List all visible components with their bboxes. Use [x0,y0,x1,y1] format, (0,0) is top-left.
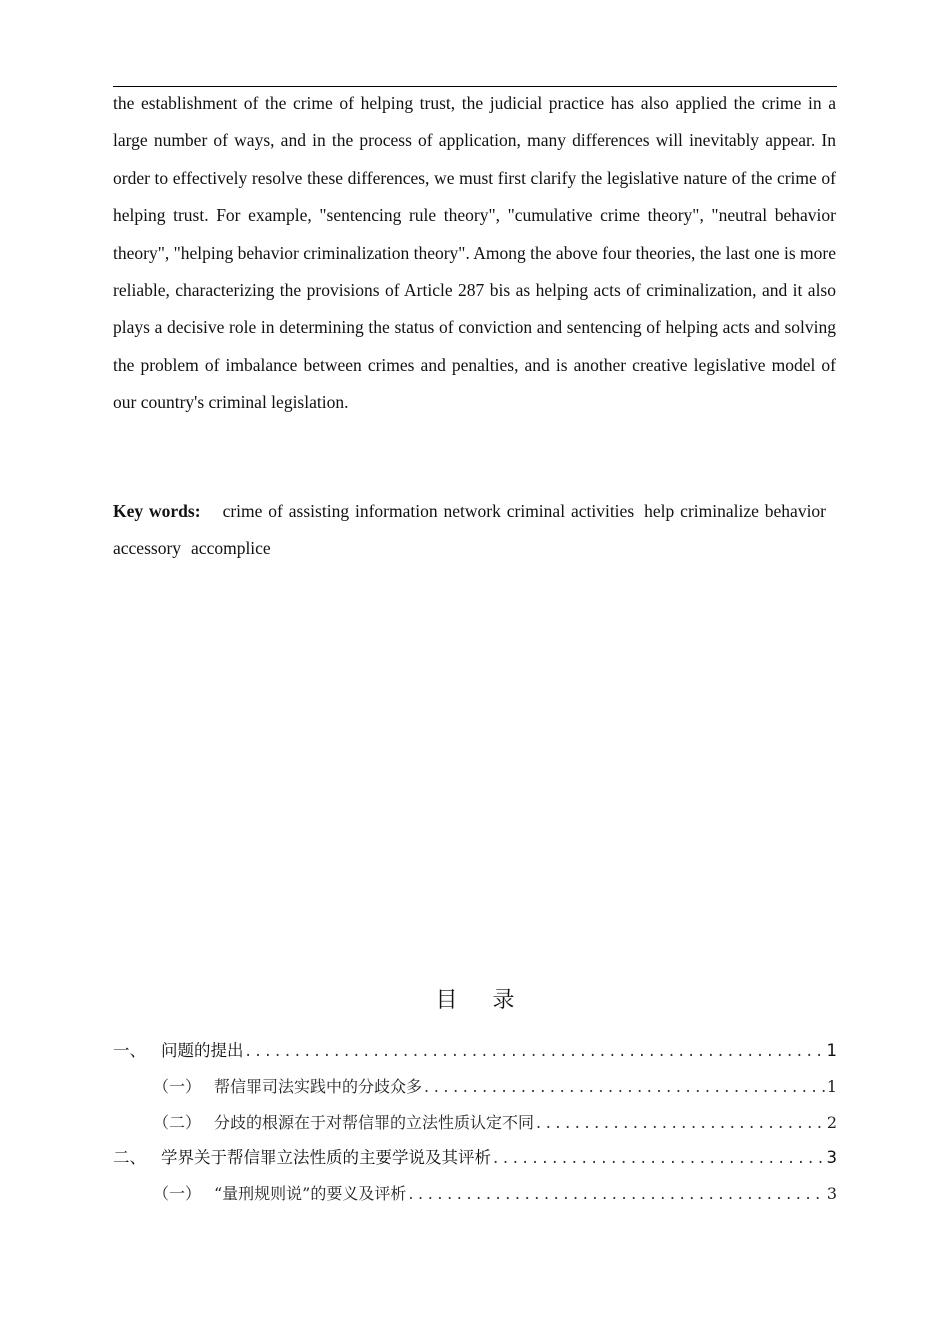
toc-dot-leader [536,1105,825,1141]
toc-entry-label: 分歧的根源在于对帮信罪的立法性质认定不同 [214,1112,535,1132]
toc-dot-leader [246,1033,825,1069]
toc-entry-page: 3 [826,1184,837,1204]
toc-entry-number: （二） [153,1112,202,1132]
keyword-item: accomplice [191,538,271,559]
keyword-item: crime of assisting information network criminal activities [222,501,635,521]
keyword-item: help criminalize behavior [644,501,827,521]
keywords-paragraph [113,493,836,568]
toc-entry-number: 一、 [113,1041,146,1060]
toc-entry-label: 帮信罪司法实践中的分歧众多 [214,1076,423,1096]
toc-entry-label: 问题的提出 [161,1041,244,1060]
toc-entry-page: 1 [826,1076,837,1096]
toc-dot-leader [493,1140,825,1176]
toc-entry-label: 学界关于帮信罪立法性质的主要学说及其评析 [161,1148,491,1168]
abstract-paragraph: the establishment of the crime of helping trust, the judicial practice has also applied the crime in a large number of ways, and in the process of application, many differences will inevitably appear. In order to effectively resolve these differences, we must first clarify the legislative nature of the crime of helping trust. For example, "sentencing rule theory", "cumulative crime theory", "neutral behavior theory", "helping behavior criminalization theory". Among the above four theories, the last one is more reliable, characterizing the provisions of Article 287 bis as helping acts of criminalization, and it also plays a decisive role in determining the status of conviction and sentencing of helping acts and solving the problem of imbalance between crimes and penalties, and is another creative legislative model of our country's criminal legislation. [113,93,836,413]
toc-entry-label: “量刑规则说”的要义及评析 [214,1184,407,1204]
keyword-item: accessory [113,538,182,559]
toc-dot-leader [408,1176,824,1212]
toc-entry[interactable] [113,1140,837,1176]
toc-title: 目 录 [435,988,529,1013]
toc-entry[interactable] [113,1176,837,1212]
toc-entry-number: （一） [153,1184,202,1204]
toc-dot-leader [424,1069,825,1105]
table-of-contents [113,1033,837,1212]
toc-entry-number: 二、 [113,1148,146,1168]
toc-entry[interactable] [113,1069,837,1105]
keywords-label: Key words: [113,501,201,521]
toc-entry-number: （一） [153,1076,202,1096]
toc-entry-page: 1 [826,1041,837,1060]
toc-entry-page: 2 [826,1112,837,1132]
toc-entry[interactable] [113,1105,837,1141]
toc-entry[interactable] [113,1033,837,1069]
toc-entry-page: 3 [826,1148,837,1168]
